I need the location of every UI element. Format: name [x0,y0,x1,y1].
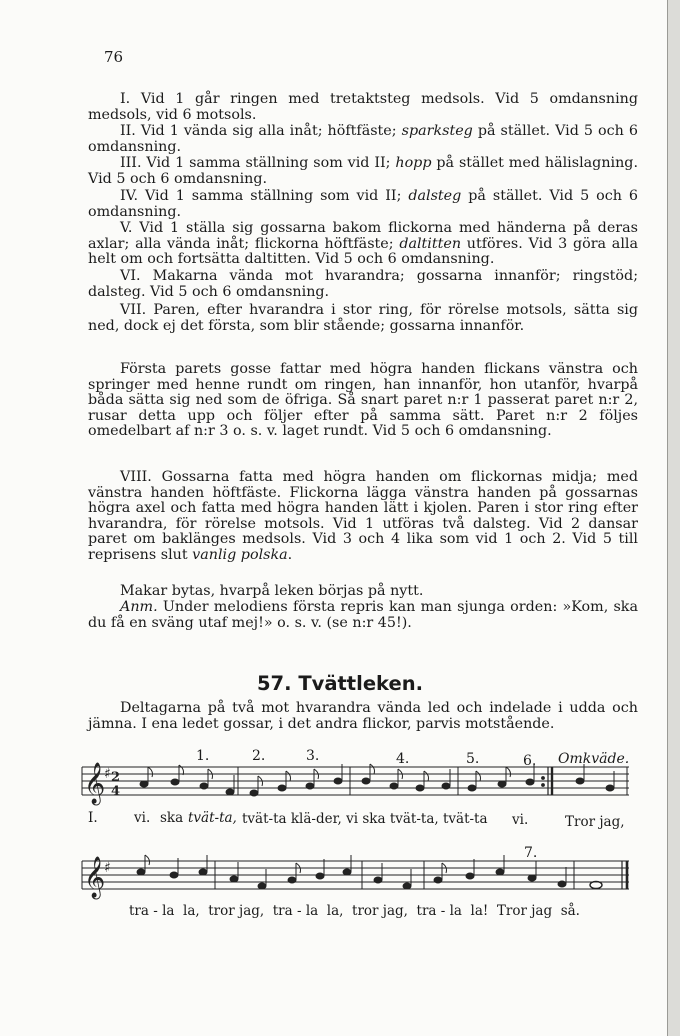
paragraph-anm: Anm. Under melodiens första repris kan man sjunga orden: »Kom, ska du få en sväng utaf mej!» o. s. v. (se n:r 45!). [88,599,638,631]
lyric-line-1: tvät-ta klä-der, vi ska tvät-ta, tvät-ta [242,811,488,827]
paragraph-makar: Makar bytas, hvarpå leken börjas på nytt. [120,583,424,599]
staff-1 [82,767,629,795]
lyric-vi-end: vi. [512,812,529,828]
figure-1: I. Vid 1 går ringen med tretaktsteg medsols. Vid 5 omdansning medsols, vid 6 motsols. [88,91,638,123]
paragraph-forsta-paret: Första parets gosse fattar med högra handen flickans vänstra och springer med henne rundt om ringen, han innanför, hon utanför, hvarpå båda sätta sig ned som de öfriga. Så snart paret n:r 1 passerat paret n:r 2, rusar detta upp och följer efter på samma sätt. Paret n:r 2 följes omedelbart af n:r 3 o. s. v. laget rundt. Vid 5 och 6 omdansning. [88,361,638,440]
lyric-ska: ska [160,810,184,826]
measure-number-6: 6. [523,753,537,769]
figure-6: VI. Makarna vända mot hvarandra; gossarna innanför; ringstöd; dalsteg. Vid 5 och 6 omdansning. [88,268,639,300]
figure-8: VIII. Gossarna fatta med högra handen om flickornas midja; med vänstra handen höftfäste. Flickorna lägga vänstra handen på gossarnas högra axel och fatta med högra handen lätt i kjolen. Paren i stor ring efter hvarandra, för rörelse motsols. Vid 1 utföras två dalsteg. Vid 2 dansar paret om baklänges medsols. Vid 3 och 4 lika som vid 1 och 2. Vid 5 till reprisens slut vanlig polska. [88,469,639,563]
measure-number-5: 5. [466,751,480,767]
song-intro: Deltagarna på två mot hvarandra vända led och indelade i udda och jämna. I ena ledet gossar, i det andra flickor, parvis motstående. [88,700,638,732]
measure-number-4: 4. [396,751,410,767]
measure-number-1: 1. [196,748,210,764]
measure-number-2: 2. [252,748,266,764]
sharp-icon: ♯ [104,766,111,782]
figure-7: VII. Paren, efter hvarandra i stor ring, för rörelse motsols, sätta sig ned, dock ej det första, som blir stående; gossarna innanför. [88,302,639,334]
treble-clef-icon: 𝄞 [84,763,106,804]
time-signature-bottom: 4 [111,784,121,799]
staff-2 [82,861,629,889]
figure-3: III. Vid 1 samma ställning som vid II; hopp på stället med hälislagning. Vid 5 och 6 omdansning. [88,155,639,187]
measure-number-3: 3. [306,748,320,764]
song-title: 57. Tvättleken. [256,672,424,695]
treble-clef-icon: 𝄞 [84,857,106,898]
figure-5: V. Vid 1 ställa sig gossarna bakom flickorna med händerna på deras axlar; alla vända inåt; flickorna höftfäste; daltitten utföres. Vid 3 göra alla helt om och fortsätta daltitten. Vid 5 och 6 omdansning. [88,220,638,268]
lyric-line-2: tra - la la, tror jag, tra - la la, tror jag, tra - la la! Tror jag så. [129,903,580,919]
verse-number: I. [88,810,98,826]
sharp-icon: ♯ [104,860,111,876]
measure-number-7: 7. [524,845,538,861]
lyric-tror-jag: Tror jag, [565,814,625,830]
lyric-vi: vi. [134,810,151,826]
time-signature-top: 2 [111,770,121,785]
omkvade-label: Omkväde. [558,751,630,767]
page-number: 76 [104,48,124,66]
figure-4: IV. Vid 1 samma ställning som vid II; dalsteg på stället. Vid 5 och 6 omdansning. [88,188,638,220]
figure-2: II. Vid 1 vända sig alla inåt; höftfäste; sparksteg på stället. Vid 5 och 6 omdansning. [88,123,638,155]
lyric-tvatta: tvät-ta, [188,810,237,826]
